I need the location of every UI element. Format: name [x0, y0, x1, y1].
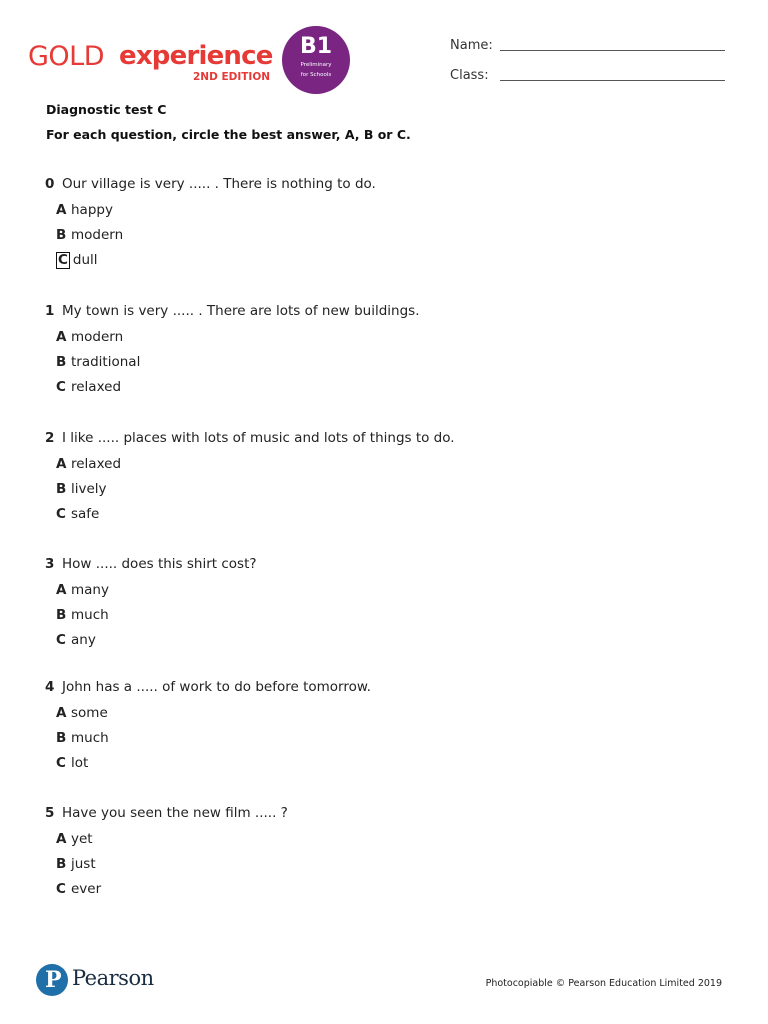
question-4-option-b[interactable] — [56, 730, 109, 746]
logo-edition-text: 2ND EDITION — [193, 71, 271, 83]
option-letter: A — [56, 705, 67, 721]
question-2-option-a[interactable] — [56, 456, 121, 472]
option-text: just — [71, 856, 96, 872]
option-letter: C — [56, 881, 66, 897]
question-1-option-c[interactable] — [56, 379, 121, 395]
question-number: 1 — [45, 303, 55, 319]
question-3-option-c[interactable] — [56, 632, 96, 648]
question-0-option-b[interactable] — [56, 227, 123, 243]
pearson-mark-icon: P — [36, 964, 68, 996]
question-5-option-c[interactable] — [56, 881, 101, 897]
question-4-option-a[interactable] — [56, 705, 108, 721]
option-letter: A — [56, 202, 67, 218]
option-text: some — [71, 705, 108, 721]
question-0 — [45, 176, 376, 192]
question-2 — [45, 430, 455, 446]
option-letter: C — [56, 506, 66, 522]
option-text: modern — [71, 227, 124, 243]
option-text: much — [71, 607, 109, 623]
option-text: traditional — [71, 354, 141, 370]
question-4-option-c[interactable] — [56, 755, 88, 771]
question-2-option-b[interactable] — [56, 481, 107, 497]
question-4 — [45, 679, 371, 695]
question-number: 3 — [45, 556, 55, 572]
question-1-option-a[interactable] — [56, 329, 123, 345]
option-letter: B — [56, 856, 67, 872]
name-label: Name: — [450, 38, 493, 53]
option-text: relaxed — [71, 379, 122, 395]
pearson-wordmark: Pearson — [72, 966, 154, 990]
badge-level: B1 — [299, 34, 333, 59]
option-letter: B — [56, 730, 67, 746]
question-number: 2 — [45, 430, 55, 446]
question-text: How ..... does this shirt cost? — [62, 556, 257, 572]
test-instruction: For each question, circle the best answer, A, B or C. — [46, 127, 411, 142]
question-1 — [45, 303, 420, 319]
option-letter: B — [56, 227, 67, 243]
option-letter: C — [56, 755, 66, 771]
option-letter: A — [56, 582, 67, 598]
option-text: safe — [71, 506, 100, 522]
badge-sub-1: Preliminary — [300, 62, 332, 68]
option-text: happy — [71, 202, 113, 218]
question-text: My town is very ..... . There are lots of new buildings. — [62, 303, 420, 319]
class-field[interactable] — [500, 80, 725, 81]
option-text: dull — [72, 252, 98, 268]
option-letter: B — [56, 607, 67, 623]
question-number: 5 — [45, 805, 55, 821]
question-text: I like ..... places with lots of music and lots of things to do. — [62, 430, 455, 446]
option-text: any — [71, 632, 96, 648]
question-3-option-b[interactable] — [56, 607, 109, 623]
option-text: modern — [71, 329, 124, 345]
question-number: 0 — [45, 176, 55, 192]
question-text: Our village is very ..... . There is nothing to do. — [62, 176, 376, 192]
option-text: much — [71, 730, 109, 746]
question-number: 4 — [45, 679, 55, 695]
option-letter: A — [56, 329, 67, 345]
level-badge — [282, 26, 350, 94]
question-0-option-a[interactable] — [56, 202, 113, 218]
option-letter: C — [58, 252, 68, 268]
question-1-option-b[interactable] — [56, 354, 140, 370]
option-letter: C — [56, 379, 66, 395]
badge-sub-2: for Schools — [300, 72, 332, 78]
option-letter: B — [56, 354, 67, 370]
question-3-option-a[interactable] — [56, 582, 109, 598]
option-text: relaxed — [71, 456, 122, 472]
option-letter: A — [56, 831, 67, 847]
option-text: many — [71, 582, 109, 598]
question-5-option-b[interactable] — [56, 856, 96, 872]
option-text: lot — [71, 755, 89, 771]
option-letter: B — [56, 481, 67, 497]
name-field[interactable] — [500, 50, 725, 51]
test-title: Diagnostic test C — [46, 102, 167, 117]
question-3 — [45, 556, 257, 572]
option-text: yet — [71, 831, 93, 847]
copyright-notice: Photocopiable © Pearson Education Limited 2019 — [485, 978, 722, 989]
logo-gold-text: GOLD — [28, 41, 105, 72]
class-label: Class: — [450, 68, 489, 83]
option-letter: A — [56, 456, 67, 472]
question-2-option-c[interactable] — [56, 506, 99, 522]
question-0-option-c[interactable] — [56, 252, 98, 269]
question-5 — [45, 805, 288, 821]
option-text: lively — [71, 481, 107, 497]
question-text: John has a ..... of work to do before tomorrow. — [62, 679, 371, 695]
option-text: ever — [71, 881, 102, 897]
option-letter: C — [56, 632, 66, 648]
question-5-option-a[interactable] — [56, 831, 93, 847]
question-text: Have you seen the new film ..... ? — [62, 805, 288, 821]
logo-experience-text: experience — [119, 41, 273, 71]
